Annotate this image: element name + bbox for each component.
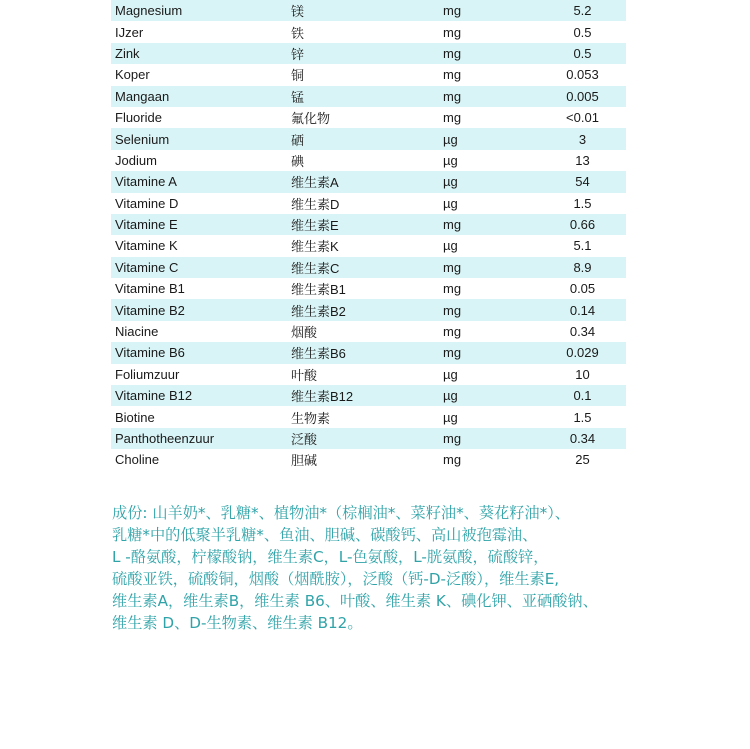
- nutrient-name-cn-cell: 维生素B2: [283, 299, 429, 320]
- ingredients-line: 维生素 D、D-生物素、维生素 B12。: [112, 614, 363, 632]
- table-row: [111, 235, 626, 256]
- nutrient-name-cell: Foliumzuur: [111, 364, 283, 385]
- unit-cell: µg: [429, 193, 539, 214]
- nutrient-name-cell: Fluoride: [111, 107, 283, 128]
- nutrient-name-cell: Magnesium: [111, 0, 283, 21]
- table-row: [111, 342, 626, 363]
- table-row: [111, 321, 626, 342]
- unit-cell: mg: [429, 428, 539, 449]
- table-row: [111, 193, 626, 214]
- unit-cell: µg: [429, 150, 539, 171]
- table-row: [111, 257, 626, 278]
- table-row: [111, 385, 626, 406]
- nutrient-name-cn-cell: 维生素B1: [283, 278, 429, 299]
- value-cell: 3: [539, 128, 626, 149]
- ingredients-line: 乳糖*中的低聚半乳糖*、鱼油、胆碱、碳酸钙、高山被孢霉油、: [112, 526, 538, 544]
- table-row: [111, 449, 626, 470]
- nutrient-name-cell: Mangaan: [111, 86, 283, 107]
- nutrient-name-cell: Vitamine E: [111, 214, 283, 235]
- unit-cell: mg: [429, 278, 539, 299]
- table-row: [111, 299, 626, 320]
- table-row: [111, 0, 626, 21]
- value-cell: 0.14: [539, 299, 626, 320]
- nutrient-name-cn-cell: 泛酸: [283, 428, 429, 449]
- nutrient-name-cell: Choline: [111, 449, 283, 470]
- value-cell: 25: [539, 449, 626, 470]
- nutrient-name-cell: Vitamine K: [111, 235, 283, 256]
- nutrient-name-cn-cell: 维生素B6: [283, 342, 429, 363]
- nutrient-name-cn-cell: 硒: [283, 128, 429, 149]
- table-row: [111, 150, 626, 171]
- nutrient-name-cell: Biotine: [111, 406, 283, 427]
- unit-cell: µg: [429, 235, 539, 256]
- unit-cell: µg: [429, 385, 539, 406]
- unit-cell: µg: [429, 128, 539, 149]
- nutrition-table: [111, 0, 626, 471]
- table-row: [111, 428, 626, 449]
- nutrient-name-cell: Koper: [111, 64, 283, 85]
- value-cell: 5.1: [539, 235, 626, 256]
- value-cell: 0.66: [539, 214, 626, 235]
- nutrient-name-cn-cell: 维生素A: [283, 171, 429, 192]
- nutrient-name-cn-cell: 胆碱: [283, 449, 429, 470]
- table-row: [111, 86, 626, 107]
- value-cell: 8.9: [539, 257, 626, 278]
- nutrient-name-cell: Vitamine A: [111, 171, 283, 192]
- unit-cell: mg: [429, 21, 539, 42]
- nutrient-name-cn-cell: 维生素D: [283, 193, 429, 214]
- nutrient-name-cn-cell: 烟酸: [283, 321, 429, 342]
- table-row: [111, 278, 626, 299]
- table-row: [111, 406, 626, 427]
- value-cell: 0.5: [539, 21, 626, 42]
- value-cell: 0.5: [539, 43, 626, 64]
- value-cell: 54: [539, 171, 626, 192]
- value-cell: 0.005: [539, 86, 626, 107]
- value-cell: 5.2: [539, 0, 626, 21]
- nutrient-name-cell: Selenium: [111, 128, 283, 149]
- nutrient-name-cn-cell: 维生素C: [283, 257, 429, 278]
- nutrient-name-cn-cell: 维生素E: [283, 214, 429, 235]
- ingredients-line: L -酪氨酸，柠檬酸钠，维生素C，L-色氨酸，L-胱氨酸，硫酸锌，: [112, 548, 549, 566]
- table-row: [111, 64, 626, 85]
- nutrient-name-cn-cell: 维生素K: [283, 235, 429, 256]
- unit-cell: mg: [429, 449, 539, 470]
- value-cell: 0.05: [539, 278, 626, 299]
- value-cell: 10: [539, 364, 626, 385]
- unit-cell: mg: [429, 342, 539, 363]
- unit-cell: µg: [429, 406, 539, 427]
- nutrient-name-cn-cell: 叶酸: [283, 364, 429, 385]
- nutrient-name-cn-cell: 生物素: [283, 406, 429, 427]
- nutrient-name-cell: Panthotheenzuur: [111, 428, 283, 449]
- value-cell: 1.5: [539, 406, 626, 427]
- nutrient-name-cell: Jodium: [111, 150, 283, 171]
- nutrient-name-cn-cell: 维生素B12: [283, 385, 429, 406]
- nutrient-name-cell: Vitamine D: [111, 193, 283, 214]
- value-cell: 0.34: [539, 321, 626, 342]
- value-cell: <0.01: [539, 107, 626, 128]
- unit-cell: mg: [429, 214, 539, 235]
- nutrient-name-cn-cell: 锰: [283, 86, 429, 107]
- ingredients-line: 维生素A，维生素B，维生素 B6、叶酸、维生素 K、碘化钾、亚硒酸钠、: [112, 592, 598, 610]
- unit-cell: mg: [429, 64, 539, 85]
- value-cell: 0.1: [539, 385, 626, 406]
- table-row: [111, 364, 626, 385]
- table-row: [111, 214, 626, 235]
- unit-cell: mg: [429, 0, 539, 21]
- table-row: [111, 171, 626, 192]
- nutrient-name-cn-cell: 锌: [283, 43, 429, 64]
- nutrient-name-cell: Vitamine C: [111, 257, 283, 278]
- value-cell: 1.5: [539, 193, 626, 214]
- ingredients-line: 成份: 山羊奶*、乳糖*、植物油*（棕榈油*、菜籽油*、葵花籽油*）、: [112, 504, 570, 522]
- unit-cell: mg: [429, 321, 539, 342]
- unit-cell: mg: [429, 257, 539, 278]
- table-row: [111, 21, 626, 42]
- nutrient-name-cell: Vitamine B6: [111, 342, 283, 363]
- unit-cell: mg: [429, 107, 539, 128]
- nutrient-name-cell: Niacine: [111, 321, 283, 342]
- unit-cell: mg: [429, 299, 539, 320]
- unit-cell: µg: [429, 171, 539, 192]
- value-cell: 0.029: [539, 342, 626, 363]
- nutrient-name-cell: Vitamine B12: [111, 385, 283, 406]
- nutrient-name-cell: Vitamine B1: [111, 278, 283, 299]
- ingredients-line: 硫酸亚铁，硫酸铜，烟酸（烟酰胺），泛酸（钙-D-泛酸），维生素E,: [112, 570, 560, 588]
- table-row: [111, 128, 626, 149]
- nutrient-name-cn-cell: 铁: [283, 21, 429, 42]
- nutrient-name-cell: Zink: [111, 43, 283, 64]
- unit-cell: µg: [429, 364, 539, 385]
- value-cell: 13: [539, 150, 626, 171]
- nutrient-name-cn-cell: 镁: [283, 0, 429, 21]
- unit-cell: mg: [429, 86, 539, 107]
- ingredients-text: [112, 502, 640, 634]
- nutrient-name-cell: IJzer: [111, 21, 283, 42]
- nutrient-name-cell: Vitamine B2: [111, 299, 283, 320]
- table-row: [111, 43, 626, 64]
- nutrient-name-cn-cell: 氟化物: [283, 107, 429, 128]
- table-row: [111, 107, 626, 128]
- value-cell: 0.053: [539, 64, 626, 85]
- unit-cell: mg: [429, 43, 539, 64]
- nutrient-name-cn-cell: 碘: [283, 150, 429, 171]
- value-cell: 0.34: [539, 428, 626, 449]
- nutrient-name-cn-cell: 铜: [283, 64, 429, 85]
